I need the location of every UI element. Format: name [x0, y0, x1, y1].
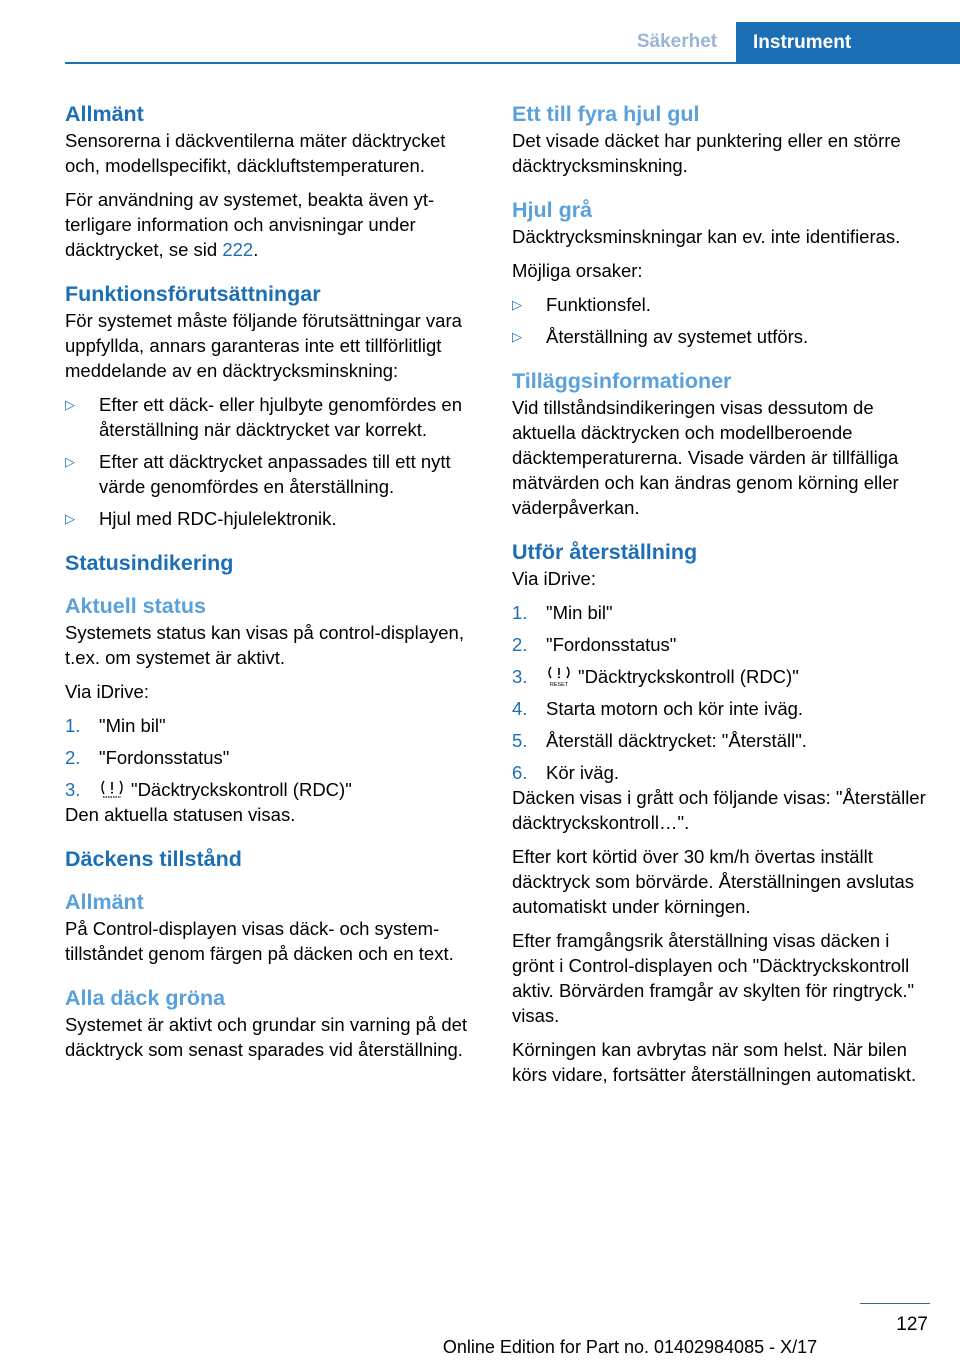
- step-text: "Däcktryckskontroll (RDC)": [578, 666, 799, 687]
- heading-hjul-gra: Hjul grå: [512, 198, 593, 222]
- heading-dackens-tillstand: Däckens tillstånd: [65, 847, 242, 871]
- tire-pressure-reset-icon: [546, 665, 572, 687]
- step-text: Kör iväg.: [546, 762, 620, 783]
- heading-allmant: Allmänt: [65, 102, 144, 126]
- heading-statusindikering: Statusindikering: [65, 551, 234, 575]
- reset-steps: [512, 600, 932, 785]
- list-item: [65, 392, 483, 442]
- step-item: [65, 745, 483, 770]
- step-text: "Min bil": [546, 602, 613, 623]
- reset-icon-label: RESET: [549, 682, 569, 687]
- triangle-bullet-icon: ▷: [65, 454, 75, 469]
- step-item: [512, 760, 932, 785]
- step-item: [65, 713, 483, 738]
- paragraph-status: Systemets status kan visas på control-displayen, t.ex. om systemet är aktivt.: [65, 622, 464, 668]
- step-text: "Däcktryckskontroll (RDC)": [131, 779, 352, 800]
- paragraph-success: Efter framgångsrik återställning visas däcken i grönt i Control-displayen och "Däcktryckskontroll aktiv. Börvärden framgår av skylten för ringtryck." visas.: [512, 930, 915, 1026]
- step-number: 2.: [512, 634, 528, 655]
- paragraph-sensors: Sensorerna i däckventilerna mäter däcktrycket och, modellspecifikt, däckluftstemperaturen.: [65, 130, 446, 176]
- heading-ett-till-fyra-hjul-gul: Ett till fyra hjul gul: [512, 102, 700, 126]
- edition-footer: Online Edition for Part no. 01402984085 - X/17: [442, 1337, 818, 1357]
- list-item: [65, 449, 483, 499]
- list-item: [512, 324, 932, 349]
- via-idrive: Via iDrive:: [65, 681, 149, 702]
- triangle-bullet-icon: ▷: [512, 329, 522, 344]
- step-text: "Fordonsstatus": [546, 634, 677, 655]
- paragraph-display-colors: På Control-displayen visas däck- och systemtillståndet genom färgen på däcken och en text.: [65, 918, 454, 964]
- via-idrive: Via iDrive:: [512, 568, 596, 589]
- causes-list: [512, 292, 932, 349]
- paragraph-requirements: För systemet måste följande förutsättningar vara uppfyllda, annars garanteras inte ett tillförlitligt meddelande av en däcktrycksminskning:: [65, 310, 462, 381]
- step-text: "Fordonsstatus": [99, 747, 230, 768]
- heading-aktuell-status: Aktuell status: [65, 594, 206, 618]
- tire-pressure-warning-icon: [99, 778, 125, 800]
- heading-alla-dack-grona: Alla däck gröna: [65, 986, 226, 1010]
- paragraph-yellow: Det visade däcket har punktering eller en större däcktrycksminskning.: [512, 130, 901, 176]
- heading-utfor-aterstallning: Utför återställning: [512, 540, 698, 564]
- tab-sakerhet[interactable]: Säkerhet: [636, 31, 718, 52]
- list-item: [512, 292, 932, 317]
- list-item: [65, 506, 483, 531]
- usage-text: För användning av systemet, beakta även ytterligare information och anvisningar under däcktrycket, se sid: [65, 189, 435, 260]
- step-item: [512, 632, 932, 657]
- page-number-rule: [860, 1303, 930, 1304]
- paragraph-status-shown: Den aktuella statusen visas.: [65, 804, 296, 825]
- list-item-text: Efter ett däck- eller hjulbyte genomfördes en återställning när däcktrycket var korrekt.: [99, 394, 462, 440]
- step-item: [512, 728, 932, 753]
- step-item: [65, 777, 483, 802]
- step-number: 3.: [65, 779, 81, 800]
- paragraph-grey: Däcktrycksminskningar kan ev. inte identifieras.: [512, 226, 901, 247]
- step-number: 2.: [65, 747, 81, 768]
- paragraph-resetting: Däcken visas i grått och följande visas: "Återställer däcktryckskontroll…".: [512, 787, 926, 833]
- paragraph-all-green: Systemet är aktivt och grundar sin varning på det däcktryck som senast sparades vid återställning.: [65, 1014, 468, 1060]
- step-text: Starta motorn och kör inte iväg.: [546, 698, 804, 719]
- paragraph-setpoint: Efter kort körtid över 30 km/h övertas inställt däcktryck som börvärde. Återställningen avslutas automatiskt under körningen.: [512, 846, 915, 917]
- step-number: 6.: [512, 762, 528, 783]
- step-item: [512, 696, 932, 721]
- triangle-bullet-icon: ▷: [65, 511, 75, 526]
- step-text: Återställ däcktrycket: "Återställ".: [546, 730, 807, 751]
- list-item-text: Hjul med RDC-hjulelektronik.: [99, 508, 337, 529]
- paragraph-additional-info: Vid tillståndsindikeringen visas dessutom de aktuella däcktrycken och modellberoende däcktemperaturerna. Visade värden är tillfälliga mätvärden och kan ändras genom körning eller väderpåverkan.: [512, 397, 899, 518]
- heading-funktionsforutsattningar: Funktionsförutsättningar: [65, 282, 321, 306]
- step-text: "Min bil": [99, 715, 166, 736]
- list-item-text: Efter att däcktrycket anpassades till ett nytt värde genomfördes en återställning.: [99, 451, 451, 497]
- right-column: [512, 100, 932, 1087]
- step-item: [512, 600, 932, 625]
- triangle-bullet-icon: ▷: [65, 397, 75, 412]
- heading-allmant-2: Allmänt: [65, 890, 144, 914]
- page-link-222[interactable]: 222: [222, 239, 254, 260]
- page-number: 127: [896, 1314, 928, 1335]
- step-item: [512, 664, 932, 689]
- idrive-steps: [65, 713, 483, 802]
- heading-tillaggsinformationer: Tilläggsinformationer: [512, 369, 732, 393]
- step-number: 4.: [512, 698, 528, 719]
- requirements-list: [65, 392, 483, 531]
- step-number: 1.: [65, 715, 81, 736]
- left-column: [65, 100, 483, 1062]
- step-number: 1.: [512, 602, 528, 623]
- paragraph-causes: Möjliga orsaker:: [512, 260, 643, 281]
- header-rule: [65, 62, 960, 64]
- paragraph-usage: [65, 187, 483, 262]
- tab-instrument[interactable]: Instrument: [736, 22, 960, 64]
- paragraph-interrupt: Körningen kan avbrytas när som helst. När bilen körs vidare, fortsätter återställningen automatiskt.: [512, 1039, 917, 1085]
- step-number: 3.: [512, 666, 528, 687]
- list-item-text: Funktionsfel.: [546, 294, 651, 315]
- usage-text-end: .: [253, 239, 259, 260]
- step-number: 5.: [512, 730, 528, 751]
- triangle-bullet-icon: ▷: [512, 297, 522, 312]
- list-item-text: Återställning av systemet utförs.: [546, 326, 809, 347]
